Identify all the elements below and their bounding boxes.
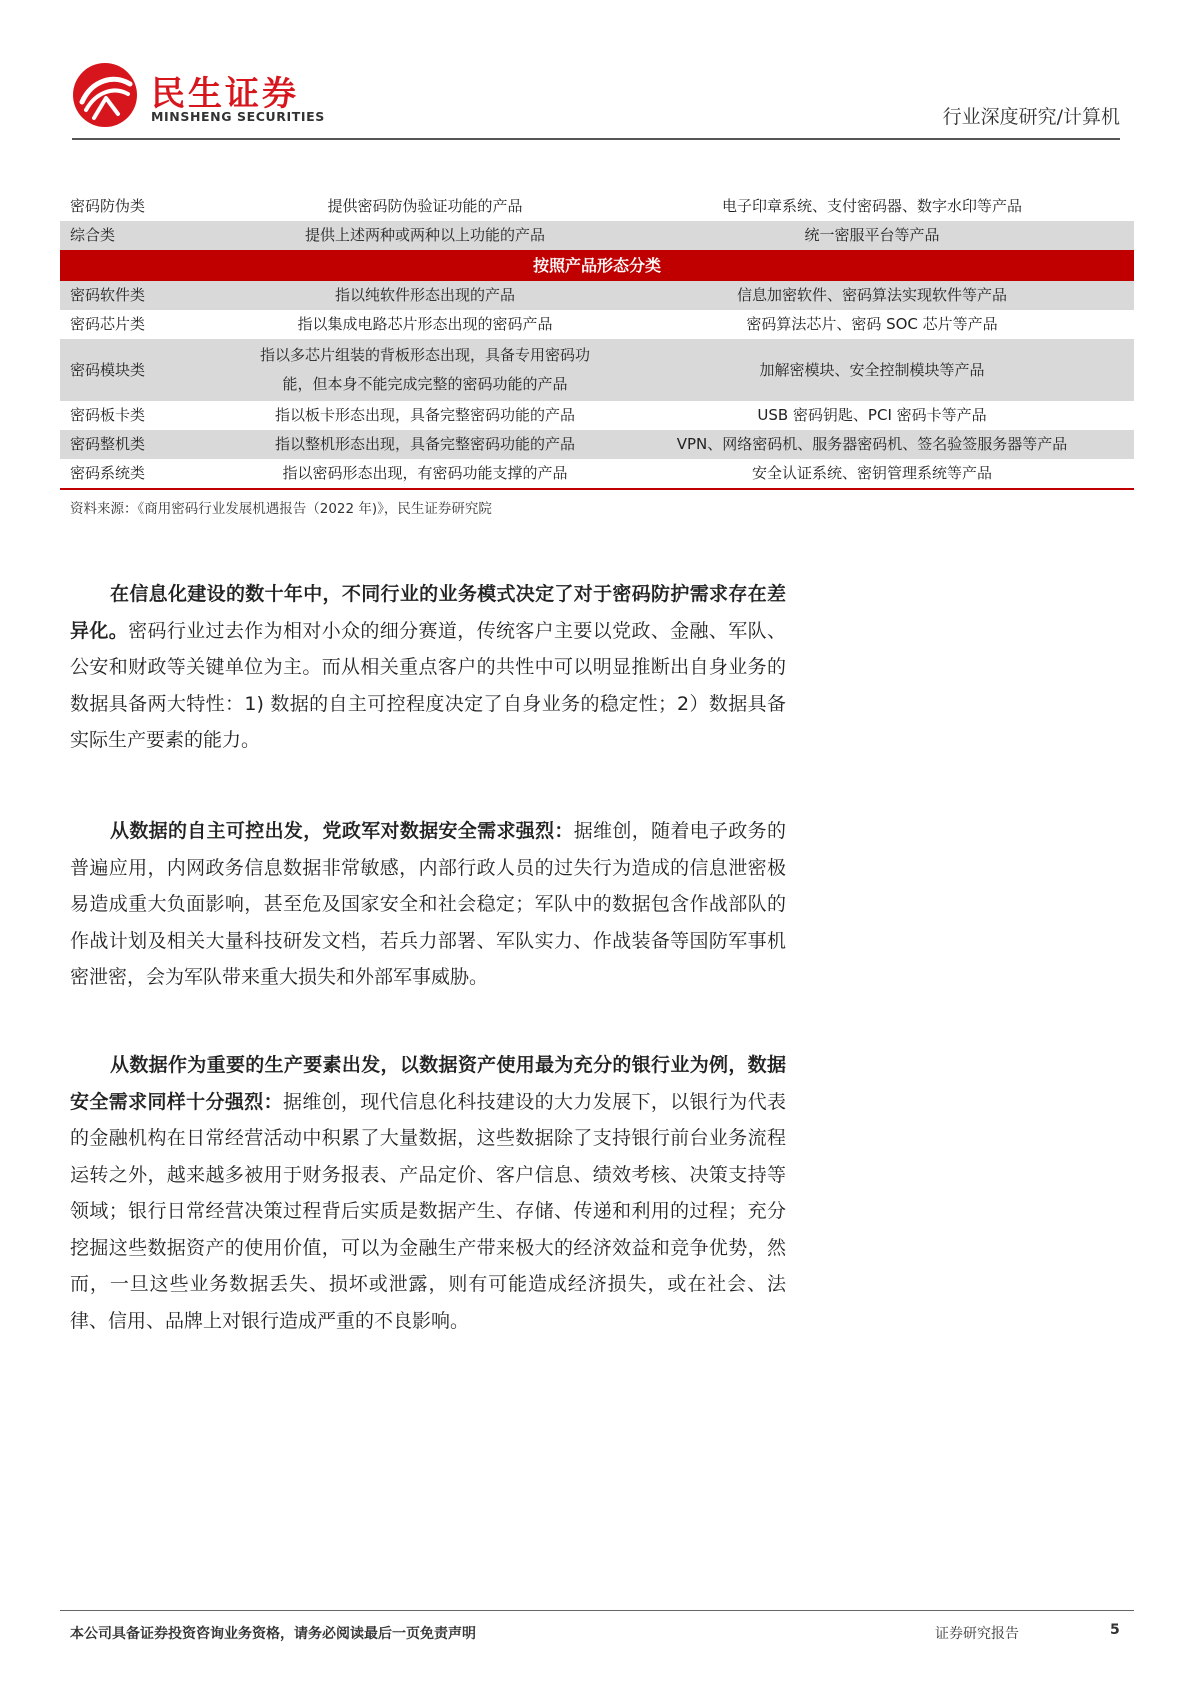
table-source-note: 资料来源：《商用密码行业发展机遇报告（2022 年)》，民生证券研究院 bbox=[70, 501, 492, 517]
category-cell: 密码芯片类 bbox=[70, 315, 146, 333]
description-cell: 指以板卡形态出现，具备完整密码功能的产品 bbox=[274, 406, 575, 424]
description-cell: 指以纯软件形态出现的产品 bbox=[240, 281, 610, 310]
product-classification-table bbox=[60, 192, 1134, 490]
examples-cell: 电子印章系统、支付密码器、数字水印等产品 bbox=[721, 197, 1022, 215]
examples-cell: 密码算法芯片、密码 SOC 芯片等产品 bbox=[746, 315, 998, 333]
header-divider bbox=[72, 138, 1120, 140]
body-paragraph bbox=[70, 1047, 786, 1339]
report-type: 行业深度研究/计算机 bbox=[942, 106, 1120, 128]
brand-name-cn: 民生证券 bbox=[151, 74, 299, 114]
examples-cell: USB 密码钥匙、PCI 密码卡等产品 bbox=[757, 406, 987, 424]
footer-report-label: 证券研究报告 bbox=[935, 1626, 1019, 1642]
page-number: 5 bbox=[1110, 1622, 1120, 1638]
body-paragraph bbox=[70, 813, 786, 996]
table-row bbox=[60, 339, 1134, 401]
section-title: 按照产品形态分类 bbox=[60, 250, 1134, 281]
description-line: 能，但本身不能完成完整的密码功能的产品 bbox=[282, 375, 568, 393]
category-cell: 密码防伪类 bbox=[70, 197, 146, 215]
table-row bbox=[60, 221, 1134, 250]
category-cell: 密码软件类 bbox=[60, 281, 240, 310]
category-cell: 综合类 bbox=[60, 221, 240, 250]
paragraph-lead: 从数据作为重要的生产要素出发，以数据资产使用最为充分的银行业为例，数据安全需求同样十分强烈： bbox=[70, 1054, 786, 1113]
table-section-header bbox=[60, 250, 1134, 281]
description-cell bbox=[240, 339, 610, 401]
description-cell: 指以整机形态出现，具备完整密码功能的产品 bbox=[240, 430, 610, 459]
table-row bbox=[60, 192, 1134, 221]
table-row bbox=[60, 401, 1134, 430]
paragraph-lead: 从数据的自主可控出发，党政军对数据安全需求强烈： bbox=[110, 820, 574, 842]
footer-disclaimer: 本公司具备证券投资咨询业务资格，请务必阅读最后一页免责声明 bbox=[70, 1626, 476, 1642]
table-row bbox=[60, 459, 1134, 489]
description-cell: 提供上述两种或两种以上功能的产品 bbox=[240, 221, 610, 250]
description-cell: 提供密码防伪验证功能的产品 bbox=[327, 197, 523, 215]
examples-cell: VPN、网络密码机、服务器密码机、签名验签服务器等产品 bbox=[610, 430, 1134, 459]
examples-cell: 安全认证系统、密钥管理系统等产品 bbox=[610, 459, 1134, 489]
paragraph-text: 据维创，随着电子政务的普遍应用，内网政务信息数据非常敏感，内部行政人员的过失行为造成的信息泄密极易造成重大负面影响，甚至危及国家安全和社会稳定；军队中的数据包含作战部队的作战计划及相关大量科技研发文档，若兵力部署、军队实力、作战装备等国防军事机密泄密，会为军队带来重大损失和外部军事威胁。 bbox=[70, 820, 786, 988]
brand-name-en: MINSHENG SECURITIES bbox=[151, 109, 325, 124]
category-cell: 密码板卡类 bbox=[70, 406, 146, 424]
paragraph-text: 密码行业过去作为相对小众的细分赛道，传统客户主要以党政、金融、军队、公安和财政等关键单位为主。而从相关重点客户的共性中可以明显推断出自身业务的数据具备两大特性：1) 数据的自主可控程度决定了自身业务的稳定性；2）数据具备实际生产要素的能力。 bbox=[70, 619, 786, 751]
category-cell: 密码整机类 bbox=[60, 430, 240, 459]
body-paragraph bbox=[70, 576, 786, 759]
category-cell: 密码模块类 bbox=[60, 339, 240, 401]
examples-cell: 统一密服平台等产品 bbox=[610, 221, 1134, 250]
footer-divider bbox=[60, 1610, 1134, 1611]
examples-cell: 加解密模块、安全控制模块等产品 bbox=[610, 339, 1134, 401]
paragraph-text: 据维创，现代信息化科技建设的大力发展下，以银行为代表的金融机构在日常经营活动中积累了大量数据，这些数据除了支持银行前台业务流程运转之外，越来越多被用于财务报表、产品定价、客户信息、绩效考核、决策支持等领域；银行日常经营决策过程背后实质是数据产生、存储、传递和利用的过程；充分挖掘这些数据资产的使用价值，可以为金融生产带来极大的经济效益和竞争优势，然而，一旦这些业务数据丢失、损坏或泄露，则有可能造成经济损失，或在社会、法律、信用、品牌上对银行造成严重的不良影响。 bbox=[70, 1090, 786, 1332]
description-line: 指以多芯片组装的背板形态出现，具备专用密码功 bbox=[259, 346, 590, 364]
examples-cell: 信息加密软件、密码算法实现软件等产品 bbox=[610, 281, 1134, 310]
description-cell: 指以集成电路芯片形态出现的密码产品 bbox=[297, 315, 553, 333]
minsheng-logo-icon bbox=[72, 62, 138, 128]
description-cell: 指以密码形态出现，有密码功能支撑的产品 bbox=[240, 459, 610, 489]
category-cell: 密码系统类 bbox=[60, 459, 240, 489]
page-header bbox=[72, 62, 1120, 134]
table-row bbox=[60, 430, 1134, 459]
table-row bbox=[60, 281, 1134, 310]
paragraph-lead: 在信息化建设的数十年中，不同行业的业务模式决定了对于密码防护需求存在差异化。 bbox=[70, 583, 786, 642]
table-row bbox=[60, 310, 1134, 339]
